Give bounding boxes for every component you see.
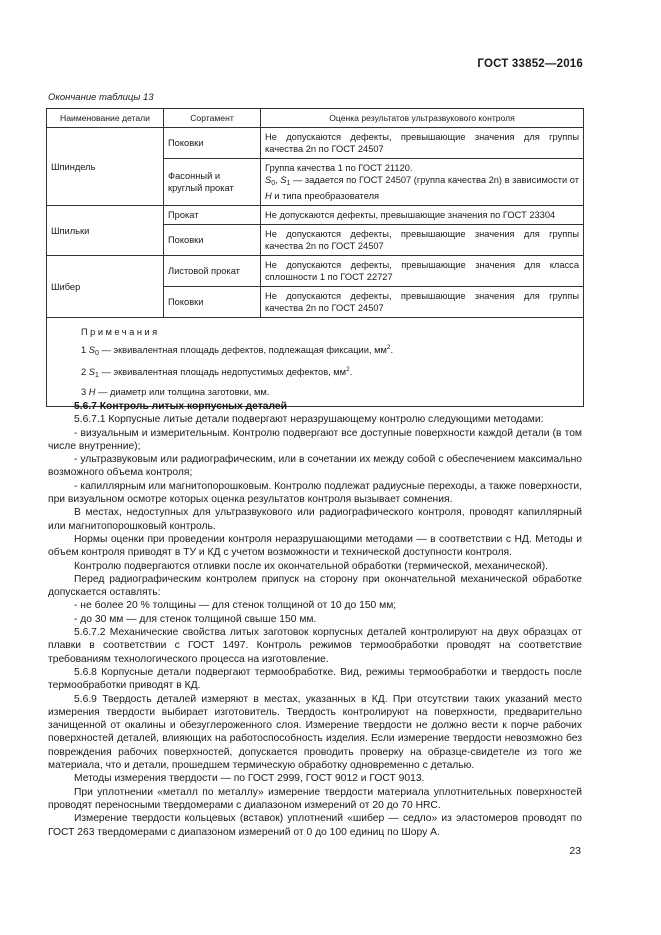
- assortment-cell: Поковки: [164, 128, 261, 159]
- document-header: ГОСТ 33852—2016: [477, 58, 583, 70]
- subscript: 1: [94, 372, 99, 379]
- section-heading: 5.6.7 Контроль литых корпусных деталей: [74, 401, 287, 412]
- evaluation-cell: Не допускаются дефекты, превышающие значения для группы качества 2n по ГОСТ 24507: [261, 287, 584, 318]
- table-row: [47, 256, 584, 287]
- evaluation-cell: Не допускаются дефекты, превышающие значения для группы качества 2n по ГОСТ 24507: [261, 225, 584, 256]
- note-item: [81, 362, 579, 384]
- text-fragment: и типа преобразователя: [271, 191, 380, 201]
- table-row: [47, 206, 584, 225]
- paragraph: 5.6.8 Корпусные детали подвергают термообработке. Вид, режимы термообработки и твердость после термообработки приводят в КД.: [48, 666, 582, 692]
- variable-s: S: [280, 175, 287, 185]
- variable-s: S: [265, 175, 272, 185]
- superscript: 2: [346, 366, 350, 373]
- paragraph: Методы измерения твердости — по ГОСТ 2999, ГОСТ 9012 и ГОСТ 9013.: [74, 773, 425, 785]
- paragraph: Перед радиографическим контролем припуск на сторону при окончательной механической обработке допускается оставлять:: [48, 573, 582, 599]
- note-item: [81, 384, 579, 400]
- subscript: 0: [271, 180, 276, 187]
- list-item: - капиллярным или магнитопорошковым. Контролю подлежат радиусные переходы, а также поверхности, при визуальном осмотре которых оценка результатов контроля вызывает сомнения.: [48, 480, 582, 506]
- column-header-assortment: Сортамент: [164, 109, 261, 128]
- evaluation-cell: Не допускаются дефекты, превышающие значения по ГОСТ 23304: [261, 206, 584, 225]
- paragraph: 5.6.7.2 Механические свойства литых заготовок корпусных деталей контролируют на двух образцах от плавки в соответствии с ГОСТ 1497. Контроль режимов термообработки проводят на соответствие требованиям технологического процесса на изготовление.: [48, 627, 582, 665]
- text-fragment: — задается по ГОСТ 24507 (группа качества 2n) в зависимости от: [290, 175, 579, 185]
- assortment-cell: Поковки: [164, 287, 261, 318]
- paragraph: Контролю подвергаются отливки после их окончательной обработки (термической, механической).: [74, 560, 549, 572]
- variable-s: S: [88, 345, 95, 355]
- assortment-cell: Прокат: [164, 206, 261, 225]
- column-header-part: Наименование детали: [47, 109, 164, 128]
- notes-title: Примечания: [81, 327, 160, 337]
- paragraph: При уплотнении «металл по металлу» измерение твердости материала уплотнительных поверхностей проводят переносными твердомерами с диапазоном измерений от 20 до 70 HRC.: [48, 786, 582, 811]
- text-fragment: 3: [81, 387, 89, 397]
- list-item: - ультразвуковым или радиографическим, или в сочетании их между собой с обеспечением максимально возможного объема контроля;: [48, 454, 582, 479]
- part-cell: Шпильки: [47, 206, 164, 256]
- table-row: [47, 128, 584, 159]
- note-item: [81, 340, 579, 362]
- paragraph: Нормы оценки при проведении контроля неразрушающими методами — в соответствии с НД. Методы и объем контроля приводят в ТУ и КД с учетом возможности и технической доступности контроля.: [48, 533, 582, 559]
- list-item: - до 30 мм — для стенок толщиной свыше 150 мм.: [74, 613, 317, 625]
- body-text: [48, 400, 582, 839]
- list-item: - не более 20 % толщины — для стенок толщиной от 10 до 150 мм;: [74, 600, 397, 612]
- variable-h: H: [265, 191, 272, 201]
- paragraph: 5.6.7.1 Корпусные литые детали подвергают неразрушающему контролю следующими методами:: [74, 414, 544, 426]
- subscript: 1: [286, 180, 291, 187]
- text-fragment: ,: [275, 175, 281, 185]
- variable-h: H: [88, 387, 96, 397]
- table-13: [46, 108, 584, 407]
- paragraph: 5.6.9 Твердость деталей измеряют в местах, указанных в КД. При отсутствии таких указаний место измерения твердости выбирает изготовитель. Твердость контролируют на поверхности, предварительно зачищенной от окалины и обезуглероженного слоя. Измерение твердости не должно вести к порче рабочих поверхностей деталей, влияющих на работоспособность изделия. Если измерение твердости невозможно без повреждения рабочих поверхностей, допускается проводить проверку на образце-свидетеле из того же материала, что и детали, прошедшем термическую обработку одновременно с деталью.: [48, 693, 582, 772]
- text-fragment: — диаметр или толщина заготовки, мм.: [95, 387, 270, 397]
- paragraph: Измерение твердости кольцевых (вставок) уплотнений «шибер — седло» из эластомеров проводят по ГОСТ 263 твердомерами с диапазоном измерений от 0 до 100 единиц по Шору А.: [48, 813, 582, 838]
- text-fragment: .: [390, 345, 394, 355]
- column-header-evaluation: Оценка результатов ультразвукового контроля: [261, 109, 584, 128]
- assortment-cell: Листовой прокат: [164, 256, 261, 287]
- subscript: 0: [94, 350, 99, 357]
- text-fragment: — эквивалентная площадь дефектов, подлежащая фиксации, мм: [98, 345, 387, 355]
- part-cell: Шпиндель: [47, 128, 164, 206]
- list-item: - визуальным и измерительным. Контролю подвергают все доступные поверхности каждой детали (в том числе внутренние);: [48, 427, 582, 452]
- assortment-cell: Поковки: [164, 225, 261, 256]
- evaluation-cell: Не допускаются дефекты, превышающие значения для класса сплошности 1 по ГОСТ 22727: [261, 256, 584, 287]
- page-number: 23: [569, 845, 581, 857]
- table-caption: Окончание таблицы 13: [48, 92, 154, 103]
- text-fragment: 2: [81, 367, 89, 377]
- part-cell: Шибер: [47, 256, 164, 318]
- table-header-row: [47, 109, 584, 128]
- superscript: 2: [386, 344, 391, 351]
- variable-s: S: [88, 367, 95, 377]
- table-notes-row: [47, 318, 584, 407]
- evaluation-cell: Не допускаются дефекты, превышающие значения для группы качества 2n по ГОСТ 24507: [261, 128, 584, 159]
- evaluation-line: Группа качества 1 по ГОСТ 21120.: [265, 163, 413, 173]
- table-notes: [47, 318, 584, 407]
- evaluation-cell: [261, 159, 584, 206]
- paragraph: В местах, недоступных для ультразвукового или радиографического контроля, проводят капиллярный или магнитопорошковый контроль.: [48, 507, 582, 532]
- text-fragment: — эквивалентная площадь недопустимых дефектов, мм: [98, 367, 347, 377]
- assortment-cell: Фасонный и круглый прокат: [164, 159, 261, 206]
- text-fragment: .: [349, 367, 353, 377]
- text-fragment: 1: [81, 345, 89, 355]
